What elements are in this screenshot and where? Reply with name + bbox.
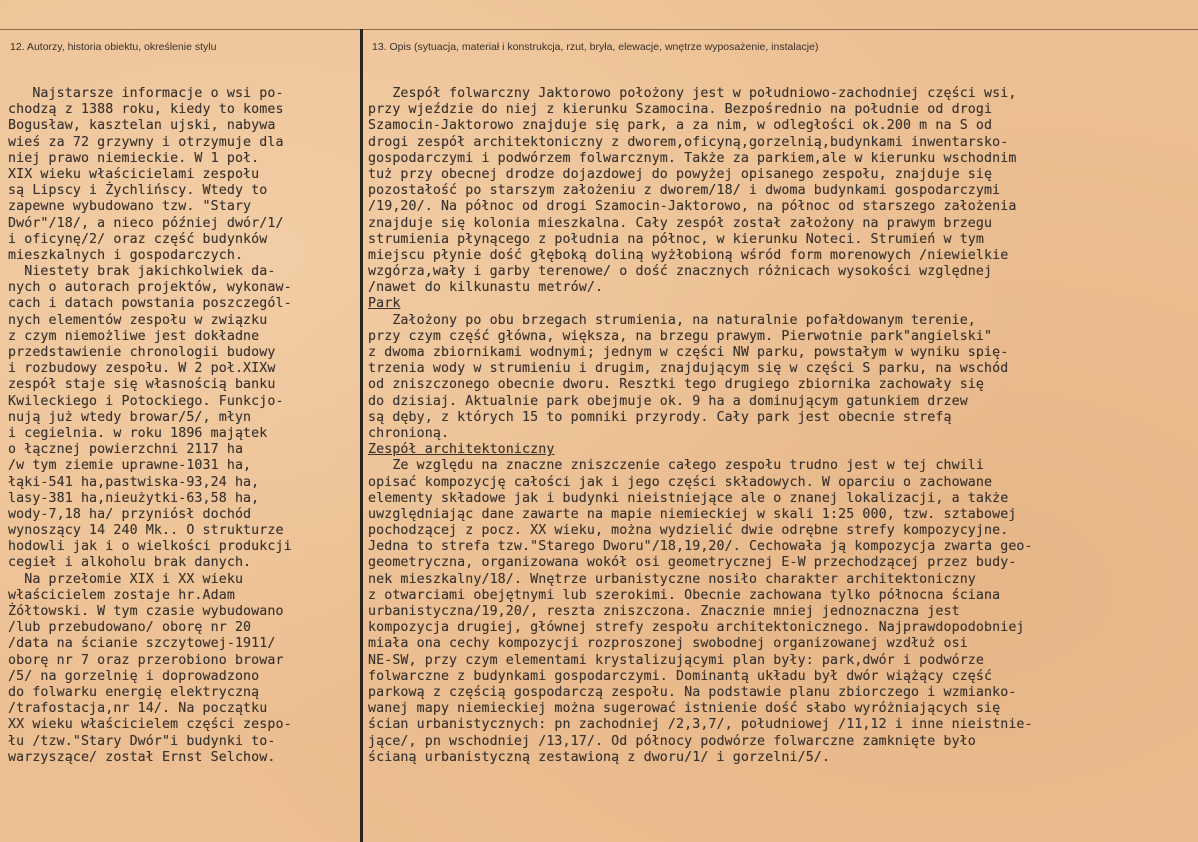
description-text-line: od zniszczonego obecnie dworu. Resztki tego drugiego zbiornika zachowały się [368,377,985,393]
history-text-line: Kwileckiego i Potockiego. Funkcjo- [8,393,284,409]
description-text-line: miała ona cechy kompozycji rozproszonej swobodnej organizowanej wzdłuż osi [368,636,968,652]
description-text-line: opisać kompozycję całości jak i jego części składowych. W oparciu o zachowane [368,474,993,490]
history-text-line: Na przełomie XIX i XX wieku [8,571,244,587]
header-divider [0,29,1198,30]
history-text-line: z czym niemożliwe jest dokładne [8,328,260,344]
description-text-line: jące/, pn wschodniej /13,17/. Od północy podwórze folwarczne zamknięte było [368,733,976,749]
history-text-line: wieś za 72 grzywny i otrzymuje dla [8,134,284,150]
history-text-line: cegieł i alkoholu brak danych. [8,555,252,571]
description-text-line: Ze względu na znaczne zniszczenie całego zespołu trudno jest w tej chwili [368,458,985,474]
history-text-line: do folwarku energię elektryczną [8,684,260,700]
history-text-column [8,86,358,766]
description-text-line: tuż przy obecnej drodze dojazdowej do powyżej opisanego zespołu, znajduje się [368,166,993,182]
history-text-line: /trafostacja,nr 14/. Na początku [8,701,268,717]
history-text-line: przedstawienie chronologii budowy [8,345,276,360]
description-text-line: Szamocin-Jaktorowo znajduje się park, a za nim, w odległości ok.200 m na S od [368,118,993,134]
history-text-line: nych elementów zespołu w związku [8,312,268,328]
description-text-line: z otwarciami obejętnymi lub szerokimi. Obecnie zachowana tylko północna ściana [368,587,1001,603]
description-text-column [368,86,1196,766]
history-text-line: oborę nr 7 oraz przerobiono browar [8,652,284,668]
history-text-line: hodowli jak i o wielkości produkcji [8,539,292,555]
history-text-line: i oficynę/2/ oraz część budynków [8,231,268,247]
description-text-line: drogi zespół architektoniczny z dworem,oficyną,gorzelnią,budynkami inwentarsko- [368,134,1009,150]
description-text-line: strumienia płynącego z południa na północ, w kierunku Noteci. Strumień w tym [368,231,985,247]
history-text-line: cach i datach powstania poszczegól- [8,296,292,312]
history-text-line: Niestety brak jakichkolwiek da- [8,264,276,280]
history-text-line: łąki-541 ha,pastwiska-93,24 ha, [8,474,260,490]
history-text-line: Bogusław, kasztelan ujski, nabywa [8,118,276,134]
description-text-line: nek mieszkalny/18/. Wnętrze urbanistyczne nosiło charakter architektoniczny [368,571,976,587]
history-text-line: Najstarsze informacje o wsi po- [8,86,284,101]
history-text-line: wynoszący 14 240 Mk.. O strukturze [8,523,284,539]
history-text-line: chodzą z 1388 roku, kiedy to komes [8,102,284,118]
history-text-line: niej prawo niemieckie. W 1 poł. [8,150,260,166]
history-text-line: /data na ścianie szczytowej-1911/ [8,636,276,652]
history-text-line: /w tym ziemie uprawne-1031 ha, [8,458,252,474]
section-subheading: Park [368,296,401,312]
description-text-line: /19,20/. Na północ od drogi Szamocin-Jaktorowo, na północ od starszego założenia [368,199,1017,215]
description-text-line: z dwoma zbiornikami wodnymi; jednym w części NW parku, powstałym w wyniku spię- [368,345,1009,360]
description-text-line: geometryczna, organizowana wokół osi geometrycznej E-W przechodzącej przez budy- [368,555,1017,571]
description-text-line: Jedna to strefa tzw."Starego Dworu"/18,19,20/. Cechowała ją kompozycja zwarta geo- [368,539,1033,555]
history-text-line: i rozbudowy zespołu. W 2 poł.XIXw [8,361,276,377]
description-text-line: pozostałość po starszym założeniu z dworem/18/ i dwoma budynkami gospodarczymi [368,183,1001,199]
history-text-line: XX wieku właścicielem części zespo- [8,717,292,733]
history-text-line: Dwór"/18/, a nieco później dwór/1/ [8,215,284,231]
history-text-line: zapewne wybudowano tzw. "Stary [8,199,252,215]
history-text-line: nują już wtedy browar/5/, młyn [8,409,252,425]
description-text-line: ścian urbanistycznych: pn zachodniej /2,3,7/, południowej /11,12 i inne nieistnie- [368,717,1033,733]
description-text-line: elementy składowe jak i budynki nieistniejące ale o znanej lokalizacji, a także [368,490,1009,506]
description-text-line: przy czym część główna, większa, na brzegu prawym. Pierwotnie park"angielski" [368,328,993,344]
history-text-line: właścicielem zostaje hr.Adam [8,587,235,603]
description-text-line: uwzględniając dane zawarte na mapie niemieckiej w skali 1:25 000, tzw. sztabowej [368,506,1017,522]
history-text-line: nych o autorach projektów, wykonaw- [8,280,292,296]
history-text-line: Żółtowski. W tym czasie wybudowano [8,604,284,619]
description-text-line: do dzisiaj. Aktualnie park obejmuje ok. 9 ha a dominującym gatunkiem drzew [368,393,968,409]
description-text-line: przy wjeździe do niej z kierunku Szamocina. Bezpośrednio na południe od drogi [368,102,993,118]
history-text-line: zespół staje się własnością banku [8,377,276,393]
description-text-line: Założony po obu brzegach strumienia, na naturalnie pofałdowanym terenie, [368,312,976,328]
description-text-line: są dęby, z których 15 to pomniki przyrody. Cały park jest obecnie strefą [368,409,952,425]
description-text-line: NE-SW, przy czym elementami krystalizującymi plan były: park,dwór i podwórze [368,652,985,668]
description-text-line: trzenia wody w strumieniu i drugim, znajdującym się w części S parku, na wschód [368,361,1009,377]
history-text-line: i cegielnia. w roku 1896 majątek [8,425,268,441]
description-text-line: parkową z częścią gospodarczą zespołu. Na podstawie planu zbiorczego i wzmianko- [368,684,1017,700]
description-text-line: chronioną. [368,425,450,441]
description-text-line: wzgórza,wały i garby terenowe/ o dość znacznych różnicach wysokości względnej [368,264,993,280]
description-text-line: pochodzącej z pocz. XX wieku, można wydzielić dwie odrębne strefy kompozycyjne. [368,523,1009,539]
description-text-line: gospodarczymi i podwórzem folwarcznym. Także za parkiem,ale w kierunku wschodnim [368,150,1017,166]
description-text-line: urbanistyczna/19,20/, reszta zniszczona. Znacznie mniej jednoznaczna jest [368,604,960,619]
history-text-line: warzyszące/ został Ernst Selchow. [8,749,276,765]
history-text-line: są Lipscy i Żychlińscy. Wtedy to [8,183,268,199]
history-text-line: o łącznej powierzchni 2117 ha [8,442,244,458]
section-subheading: Zespół architektoniczny [368,442,555,458]
history-text-line: XIX wieku właścicielami zespołu [8,166,260,182]
description-text-line: Zespół folwarczny Jaktorowo położony jest w południowo-zachodniej części wsi, [368,86,1017,101]
history-text-line: łu /tzw."Stary Dwór"i budynki to- [8,733,276,749]
history-text-line: /5/ na gorzelnię i doprowadzono [8,668,260,684]
history-text-line: lasy-381 ha,nieużytki-63,58 ha, [8,490,260,506]
history-text-line: mieszkalnych i gospodarczych. [8,247,244,263]
description-text-line: ścianą urbanistyczną zestawioną z dworu/1/ i gorzelni/5/. [368,749,831,765]
history-text-line: wody-7,18 ha/ przyniósł dochód [8,506,252,522]
section-12-header: 12. Autorzy, historia obiektu, określenie stylu [10,41,217,53]
column-divider [360,29,363,842]
description-text-line: wanej mapy niemieckiej można sugerować istnienie dość słabo wyróżniających się [368,701,1001,717]
description-text-line: znajduje się kolonia mieszkalna. Cały zespół został założony na prawym brzegu [368,215,993,231]
section-13-header: 13. Opis (sytuacja, materiał i konstrukcja, rzut, bryła, elewacje, wnętrze wyposażenie, instalacje) [372,41,819,53]
description-text-line: kompozycja drugiej, głównej strefy zespołu architektonicznego. Najprawdopodobniej [368,620,1025,636]
description-text-line: /nawet do kilkunastu metrów/. [368,280,604,296]
description-text-line: folwarczne z budynkami gospodarczymi. Dominantą układu był dwór wiążący część [368,668,993,684]
description-text-line: miejscu płynie dość głęboką doliną wyżłobioną wśród form morenowych /niewielkie [368,247,1009,263]
history-text-line: /lub przebudowano/ oborę nr 20 [8,620,252,636]
